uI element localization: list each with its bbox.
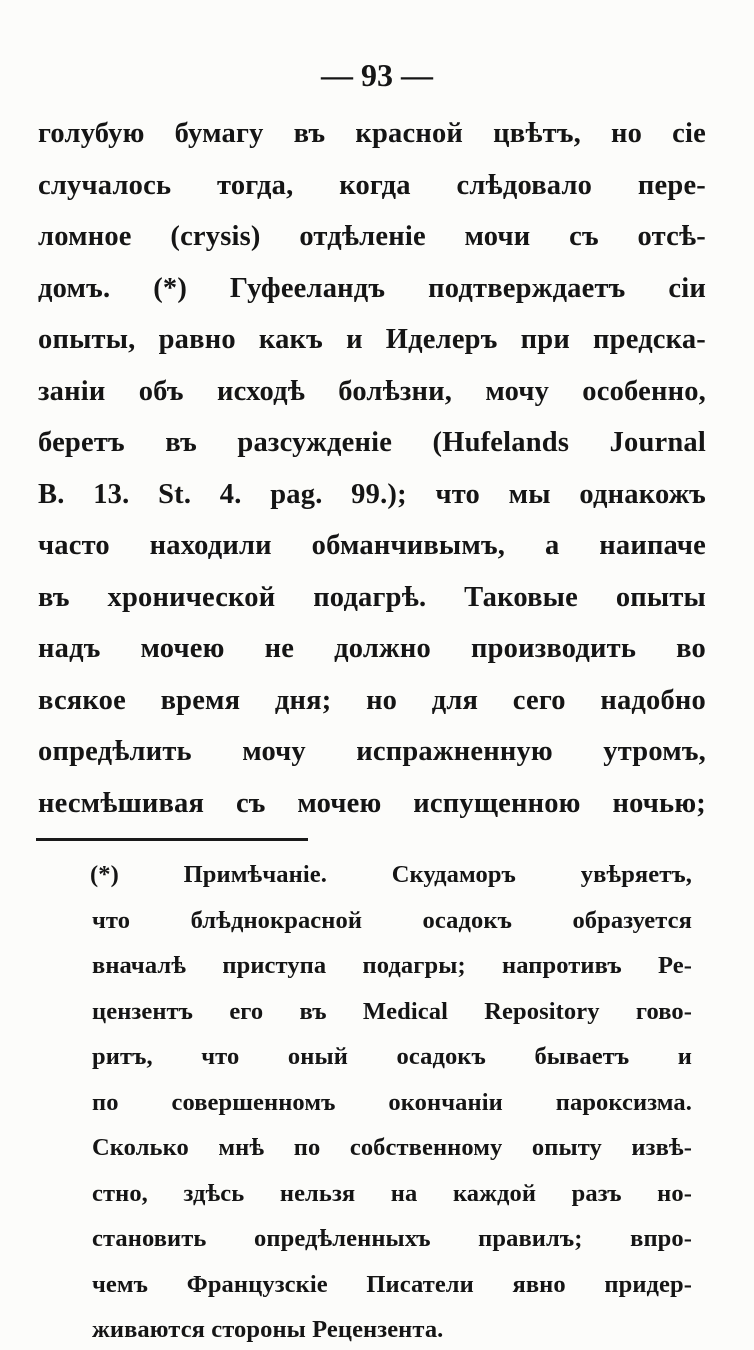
- text-line: ломное (crysis) отдѣленіе мочи съ отсѣ-: [38, 221, 706, 252]
- text-line: домъ. (*) Гуфееландъ подтверждаетъ сіи: [38, 272, 706, 304]
- text-line: голубую бумагу въ красной цвѣтъ, но сіе: [38, 118, 706, 149]
- footnote-line: что блѣднокрасной осадокъ образуется: [92, 906, 692, 934]
- footnote-line: чемъ Французскіе Писатели явно придер-: [92, 1270, 692, 1298]
- footnote-divider: [36, 838, 308, 841]
- footnote-line: по совершенномъ окончаніи пароксизма.: [92, 1088, 692, 1116]
- footnote-block: [92, 852, 692, 1350]
- text-line: всякое время дня; но для сего надобно: [38, 684, 706, 716]
- text-line: въ хронической подагрѣ. Таковые опыты: [38, 581, 706, 613]
- footnote-line: ритъ, что оный осадокъ бываетъ и: [92, 1043, 692, 1070]
- footnote-line: стно, здѣсь нельзя на каждой разъ но-: [92, 1179, 692, 1207]
- text-line: заніи объ исходѣ болѣзни, мочу особенно,: [38, 375, 706, 407]
- page-number: — 93 —: [321, 57, 433, 93]
- text-line: опредѣлить мочу испражненную утромъ,: [38, 736, 706, 767]
- main-text-block: [38, 108, 706, 829]
- footnote-line: (*) Примѣчаніе. Скудаморъ увѣряетъ,: [90, 861, 692, 888]
- footnote-line: становить опредѣленныхъ правилъ; впро-: [92, 1225, 692, 1252]
- text-line: часто находили обманчивымъ, а наипаче: [38, 530, 706, 561]
- footnote-line: вначалѣ приступа подагры; напротивъ Ре-: [92, 952, 692, 979]
- text-line: надъ мочею не должно производить во: [38, 633, 706, 664]
- footnote-line: Сколько мнѣ по собственному опыту извѣ-: [92, 1134, 692, 1161]
- text-line: несмѣшивая съ мочею испущенною ночью;: [38, 787, 706, 819]
- footnote-line: живаются стороны Рецензента.: [92, 1316, 444, 1343]
- text-line: случалось тогда, когда слѣдовало пере-: [38, 169, 706, 201]
- text-line: беретъ въ разсужденіе (Hufelands Journal: [38, 427, 706, 458]
- footnote-line: цензентъ его въ Medical Repository гово-: [92, 997, 692, 1025]
- text-line: опыты, равно какъ и Иделеръ при предска-: [38, 324, 706, 355]
- text-line: B. 13. St. 4. pag. 99.); что мы однакожъ: [38, 478, 706, 510]
